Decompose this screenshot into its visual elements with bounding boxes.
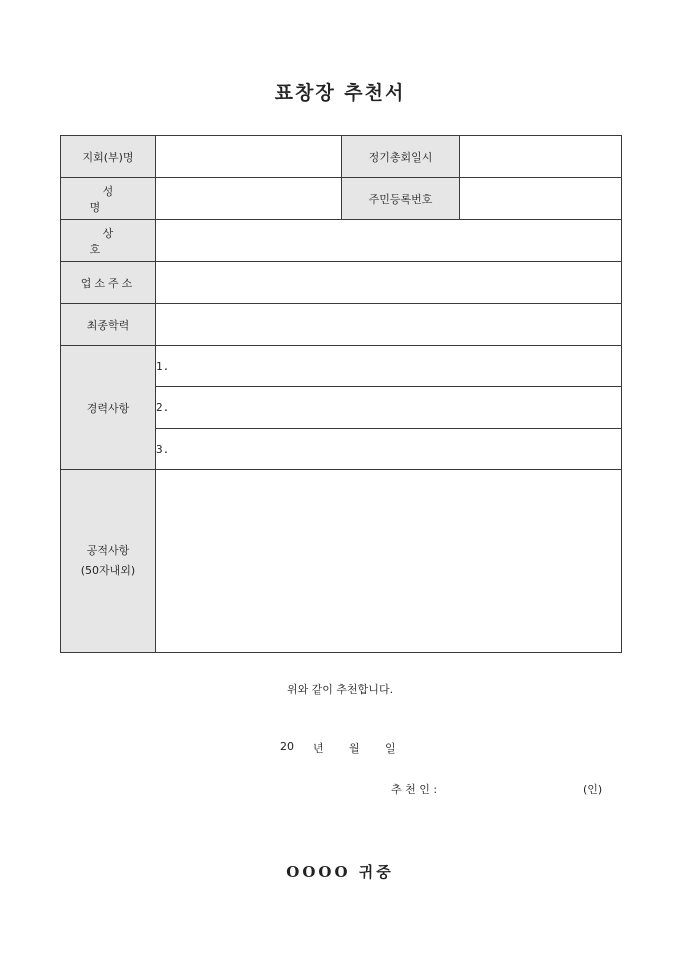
field-career-3[interactable]: 3. bbox=[156, 429, 622, 470]
row-name bbox=[61, 178, 622, 220]
label-meeting-date: 정기총회일시 bbox=[342, 136, 460, 178]
label-merit-line2: (50자내외) bbox=[80, 564, 136, 577]
field-resident-no[interactable] bbox=[460, 178, 622, 220]
row-merit bbox=[61, 470, 622, 653]
field-branch[interactable] bbox=[156, 136, 342, 178]
document-title: 표창장 추천서 bbox=[274, 82, 406, 104]
date-year-prefix: 20 bbox=[280, 740, 294, 753]
row-career-1 bbox=[61, 346, 622, 387]
field-career-2[interactable]: 2. bbox=[156, 387, 622, 429]
label-trade-name: 상 호 bbox=[61, 220, 156, 262]
date-month: 월 bbox=[349, 742, 360, 755]
field-name[interactable] bbox=[156, 178, 342, 220]
field-merit[interactable] bbox=[156, 470, 622, 653]
label-career: 경력사항 bbox=[61, 346, 156, 470]
row-education bbox=[61, 304, 622, 346]
recommendation-form-table bbox=[60, 135, 622, 653]
row-branch bbox=[61, 136, 622, 178]
label-name: 성 명 bbox=[61, 178, 156, 220]
date-year: 년 bbox=[313, 742, 324, 755]
label-merit-line1: 공적사항 bbox=[86, 544, 130, 557]
label-address: 업소주소 bbox=[61, 262, 156, 304]
label-education: 최종학력 bbox=[61, 304, 156, 346]
label-merit bbox=[61, 470, 156, 653]
recommendation-statement: 위와 같이 추천합니다. bbox=[286, 683, 394, 696]
field-career-1[interactable]: 1. bbox=[156, 346, 622, 387]
recommender-label: 추 천 인 : bbox=[391, 783, 438, 796]
row-address bbox=[61, 262, 622, 304]
footer-recipient: OOOO 귀중 bbox=[286, 863, 394, 881]
row-trade-name bbox=[61, 220, 622, 262]
field-trade-name[interactable] bbox=[156, 220, 622, 262]
field-meeting-date[interactable] bbox=[460, 136, 622, 178]
field-education[interactable] bbox=[156, 304, 622, 346]
label-branch: 지회(부)명 bbox=[61, 136, 156, 178]
label-resident-no: 주민등록번호 bbox=[342, 178, 460, 220]
recommender-seal: (인) bbox=[583, 783, 603, 796]
field-address[interactable] bbox=[156, 262, 622, 304]
date-day: 일 bbox=[385, 742, 396, 755]
